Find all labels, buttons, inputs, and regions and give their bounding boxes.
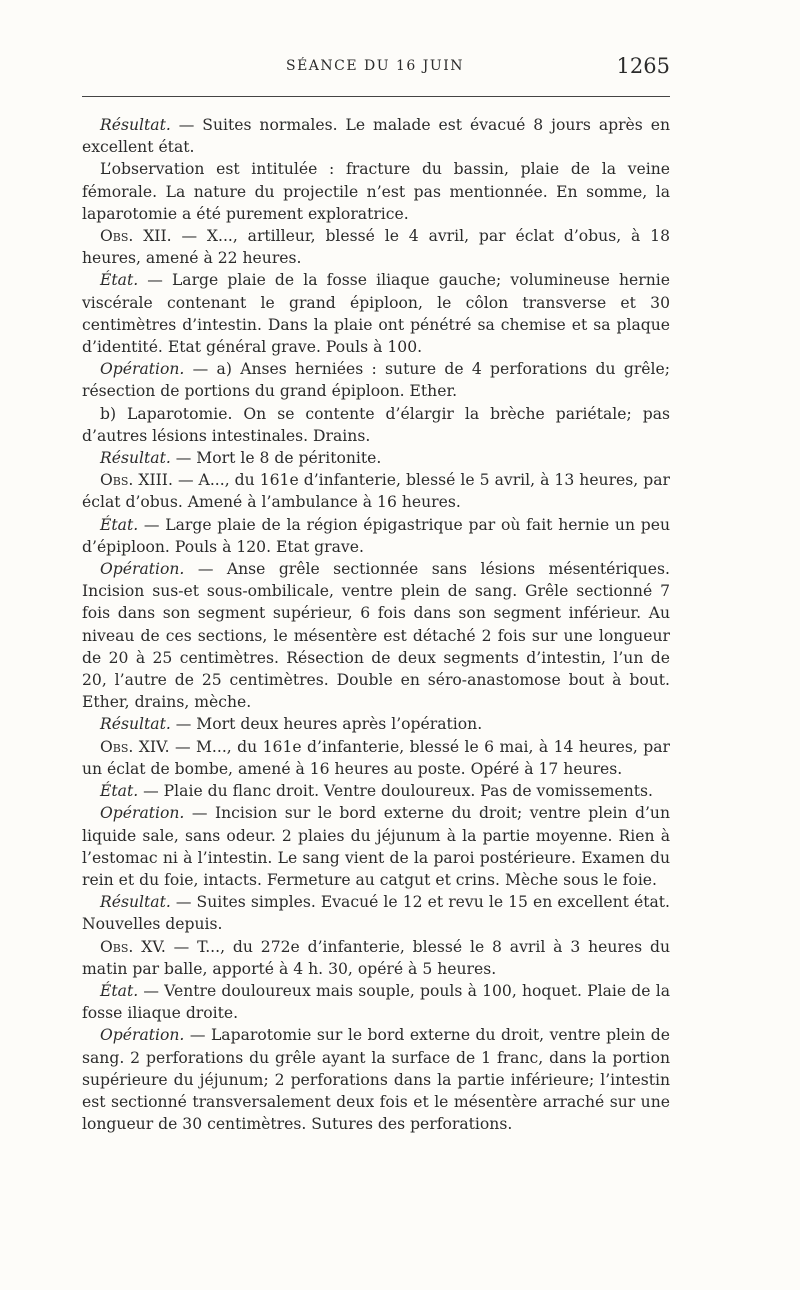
body-text: [82, 114, 670, 1135]
paragraph-lead: Obs. XIII.: [100, 471, 173, 490]
paragraph-lead: Résultat.: [100, 449, 171, 468]
paragraph-text: — Large plaie de la région épigastrique par où fait hernie un peu d’épiploon. Pouls à 120. Etat grave.: [82, 515, 670, 556]
paragraph: [82, 447, 670, 469]
paragraph: [82, 225, 670, 269]
paragraph-lead: Résultat.: [100, 715, 171, 734]
paragraph: [82, 780, 670, 802]
paragraph-text: — Anse grêle sectionnée sans lésions mésentériques. Incision sus-et sous-ombilicale, ventre plein de sang. Grêle sectionné 7 fois dans son segment supérieur, 6 fois dans son segment inférieur. Au niveau de ces sections, le mésentère est détaché 2 fois sur une longueur de 20 à 25 centimètres. Résection de deux segments d’intestin, l’un de 20, l’autre de 25 centimètres. Double en séro-anastomose bout à bout. Ether, drains, mèche.: [82, 560, 670, 712]
paragraph-text: — Ventre douloureux mais souple, pouls à 100, hoquet. Plaie de la fosse iliaque droite.: [82, 981, 670, 1023]
paragraph: [82, 558, 670, 713]
paragraph-text: — Mort le 8 de péritonite.: [170, 449, 382, 468]
paragraph: [82, 891, 670, 935]
paragraph-text: — Laparotomie sur le bord externe du droit, ventre plein de sang. 2 perforations du grêle ayant la surface de 1 franc, dans la portion supérieure du jéjunum; 2 perforations dans la partie inférieure; l’intestin est sectionné transversalement deux fois et le mésentère arraché sur une longueur de 30 centimètres. Sutures des perforations.: [82, 1026, 670, 1134]
paragraph-text: — Incision sur le bord externe du droit; ventre plein d’un liquide sale, sans odeur. 2 plaies du jéjunum à la partie moyenne. Rien à l’estomac ni à l’intestin. Le sang vient de la paroi postérieure. Examen du rein et du foie, intacts. Fermeture au catgut et crins. Mèche sous le foie.: [82, 804, 670, 889]
running-header: [80, 54, 670, 86]
paragraph-lead: Opération.: [100, 560, 185, 579]
paragraph-text: b) Laparotomie. On se contente d’élargir la brèche pariétale; pas d’autres lésions intestinales. Drains.: [82, 404, 670, 445]
paragraph: [82, 802, 670, 891]
paragraph-text: — A..., du 161e d’infanterie, blessé le 5 avril, à 13 heures, par éclat d’obus. Amené à l’ambulance à 16 heures.: [82, 471, 670, 512]
paragraph: [82, 514, 670, 558]
paragraph-lead: Obs. XIV.: [100, 737, 170, 756]
paragraph-lead: Opération.: [100, 360, 185, 379]
paragraph: [82, 936, 670, 980]
page-number: 1265: [616, 54, 670, 78]
paragraph-text: — M..., du 161e d’infanterie, blessé le 6 mai, à 14 heures, par un éclat de bombe, amené à 16 heures au poste. Opéré à 17 heures.: [82, 737, 670, 778]
paragraph: [82, 269, 670, 358]
paragraph: [82, 713, 670, 735]
paragraph: [82, 1024, 670, 1135]
paragraph: [82, 114, 670, 158]
paragraph-text: — Mort deux heures après l’opération.: [170, 715, 483, 734]
paragraph-text: — Suites simples. Evacué le 12 et revu le 15 en excellent état. Nouvelles depuis.: [82, 893, 670, 934]
paragraph: [82, 980, 670, 1024]
paragraph-lead: État.: [100, 515, 139, 534]
paragraph-text: — Large plaie de la fosse iliaque gauche; volumineuse hernie viscérale contenant le grand épiploon, le côlon transverse et 30 centimètres d’intestin. Dans la plaie ont pénétré sa chemise et sa plaque d’identité. Etat général grave. Pouls à 100.: [82, 271, 670, 357]
paragraph-text: L’observation est intitulée : fracture du bassin, plaie de la veine fémorale. La nature du projectile n’est pas mentionnée. En somme, la laparotomie a été purement exploratrice.: [82, 160, 670, 223]
paragraph: [82, 469, 670, 513]
paragraph-text: — Suites normales. Le malade est évacué 8 jours après en excellent état.: [82, 116, 670, 157]
header-rule: [82, 96, 670, 97]
paragraph-lead: Opération.: [100, 1026, 185, 1045]
paragraph-text: — T..., du 272e d’infanterie, blessé le 8 avril à 3 heures du matin par balle, apporté à 4 h. 30, opéré à 5 heures.: [82, 937, 670, 978]
paragraph-lead: État.: [100, 981, 139, 1000]
paragraph-lead: Obs. XV.: [100, 937, 166, 956]
paragraph: [82, 358, 670, 402]
paragraph-text: — a) Anses herniées : suture de 4 perforations du grêle; résection de portions du grand épiploon. Ether.: [82, 360, 670, 401]
paragraph-lead: Résultat.: [100, 893, 171, 912]
paragraph: [82, 736, 670, 780]
paragraph-lead: Obs. XII.: [100, 227, 172, 246]
paragraph-text: — X..., artilleur, blessé le 4 avril, par éclat d’obus, à 18 heures, amené à 22 heures.: [82, 227, 670, 268]
paragraph-lead: État.: [100, 782, 139, 801]
paragraph-lead: Résultat.: [100, 116, 171, 134]
paragraph-text: — Plaie du flanc droit. Ventre douloureux. Pas de vomissements.: [138, 782, 654, 801]
paragraph: [82, 158, 670, 225]
paragraph: [82, 403, 670, 447]
paragraph-lead: Opération.: [100, 804, 185, 823]
paragraph-lead: État.: [100, 271, 139, 290]
header-title: SÉANCE DU 16 JUIN: [286, 58, 464, 74]
